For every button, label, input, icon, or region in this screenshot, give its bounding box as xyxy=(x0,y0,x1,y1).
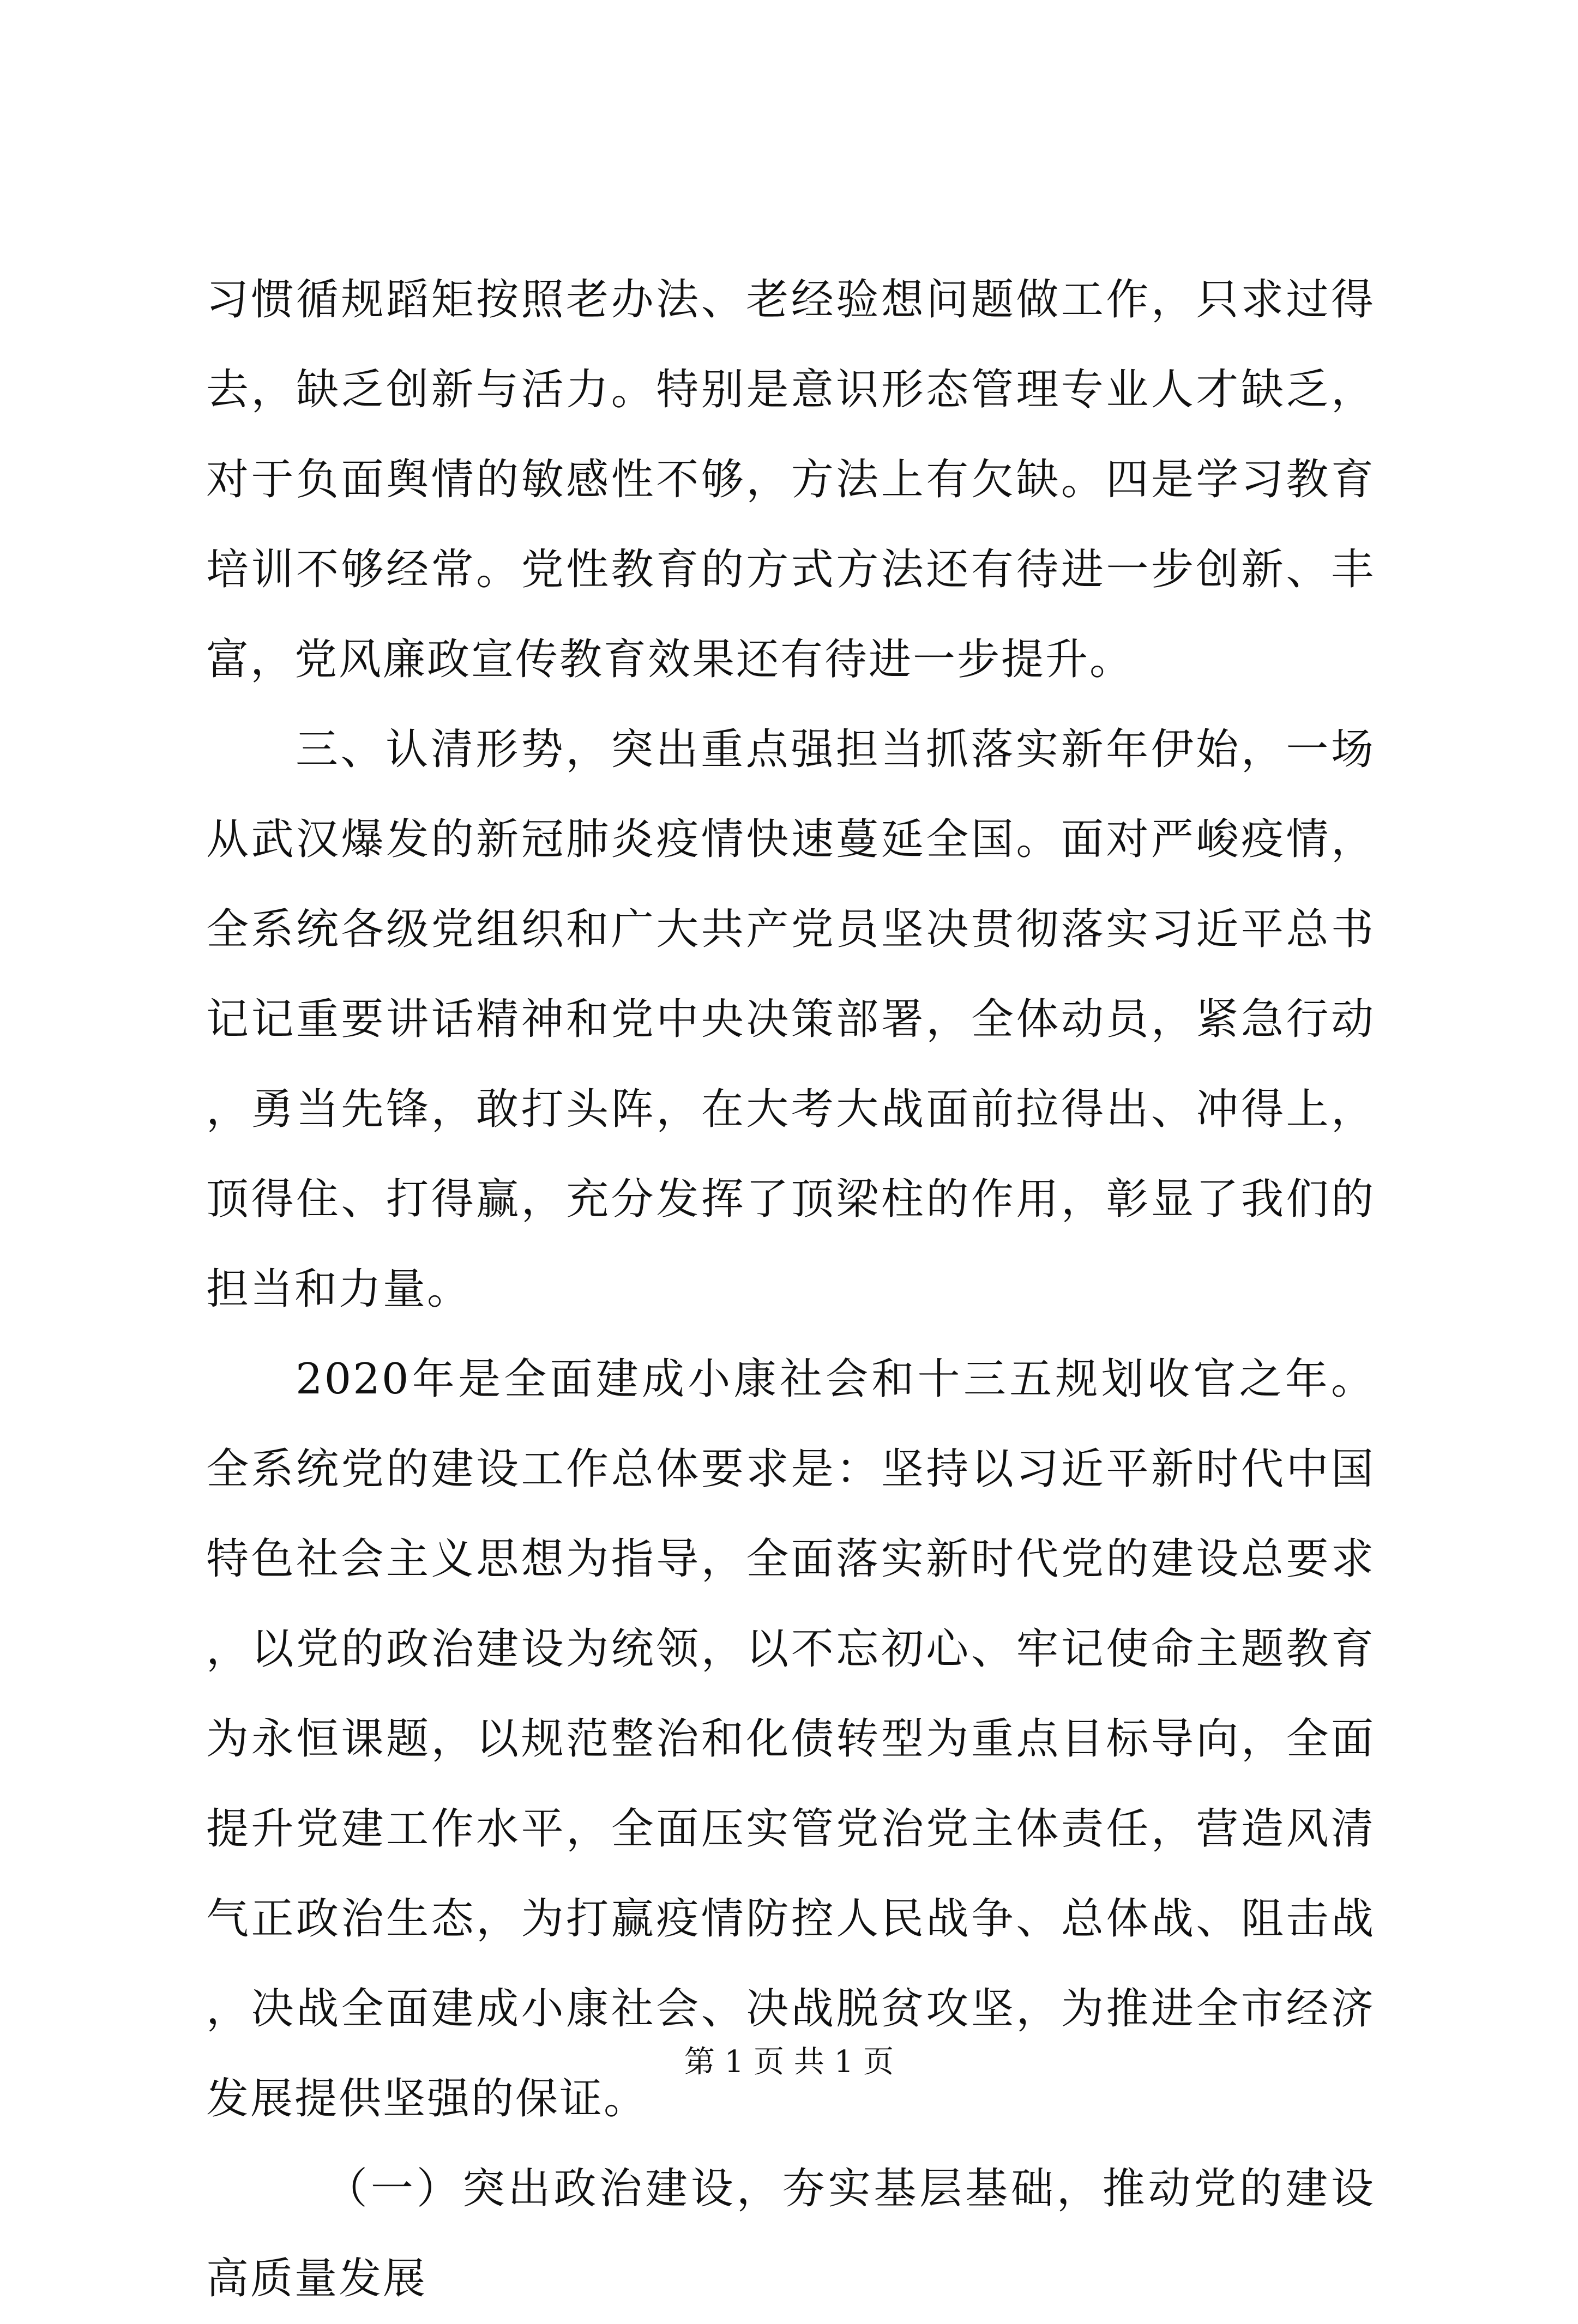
paragraph-continuation: 习惯循规蹈矩按照老办法、老经验想问题做工作，只求过得去，缺乏创新与活力。特别是意识形态管理专业人才缺乏，对于负面舆情的敏感性不够，方法上有欠缺。四是学习教育培训不够经常。党性教育的方式方法还有待进一步创新、丰富，党风廉政宣传教育效果还有待进一步提升。 xyxy=(206,275,1375,684)
paragraph-subheading-one: （一）突出政治建设，夯实基层基础，推动党的建设高质量发展 xyxy=(206,2164,1375,2303)
page-number-label: 第 1 页 共 1 页 xyxy=(684,2044,894,2080)
paragraph-section-three: 三、认清形势，突出重点强担当抓落实新年伊始，一场从武汉爆发的新冠肺炎疫情快速蔓延全国。面对严峻疫情，全系统各级党组织和广大共产党员坚决贯彻落实习近平总书记记重要讲话精神和党中央决策部署，全体动员，紧急行动，勇当先锋，敢打头阵，在大考大战面前拉得出、冲得上，顶得住、打得赢，充分发挥了顶梁柱的作用，彰显了我们的担当和力量。 xyxy=(206,725,1375,1314)
document-body xyxy=(206,255,1375,2324)
page-footer xyxy=(0,2043,1578,2081)
paragraph-2020-requirements: 2020年是全面建成小康社会和十三五规划收官之年。全系统党的建设工作总体要求是：坚持以习近平新时代中国特色社会主义思想为指导，全面落实新时代党的建设总要求，以党的政治建设为统领，以不忘初心、牢记使命主题教育为永恒课题，以规范整治和化债转型为重点目标导向，全面提升党建工作水平，全面压实管党治党主体责任，营造风清气正政治生态，为打赢疫情防控人民战争、总体战、阻击战，决战全面建成小康社会、决战脱贫攻坚，为推进全市经济发展提供坚强的保证。 xyxy=(206,1355,1375,2123)
